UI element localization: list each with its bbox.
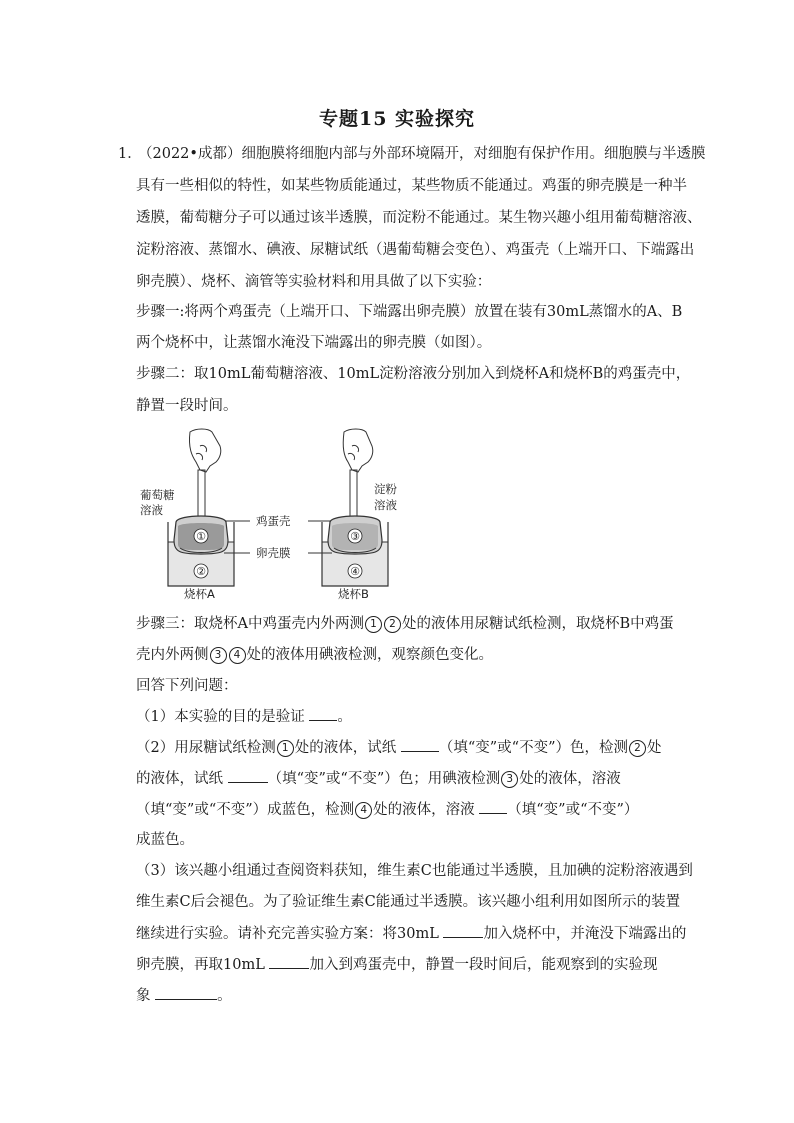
label-starch-1: 淀粉: [374, 482, 397, 496]
mark-3: ③: [350, 530, 360, 543]
label-membrane: 卵壳膜: [256, 546, 291, 560]
hand-dropper-b: [343, 429, 373, 526]
q2-line-3: （填“变”或“不变”）成蓝色，检测 4 处的液体，溶液 （填“变”或“不变”）: [136, 799, 638, 820]
step3-line-2: 壳内外两侧 3 4 处的液体用碘液检测，观察颜色变化。: [136, 647, 493, 663]
q3-line-4: 卵壳膜，再取10mL 加入到鸡蛋壳中，静置一段时间后，能观察到的实验现: [136, 954, 657, 975]
answer-prompt: 回答下列问题：: [136, 678, 238, 694]
q2-line-1: （2）用尿糖试纸检测 1 处的液体，试纸 （填“变”或“不变”）色，检测 2 处: [136, 737, 662, 758]
q3-line-5: 象 。: [136, 985, 232, 1006]
step2-line-1: 步骤二：取10mL葡萄糖溶液、10mL淀粉溶液分别加入到烧杯A和烧杯B的鸡蛋壳中，: [136, 366, 691, 382]
question-number: 1．: [118, 146, 142, 162]
label-beaker-a: 烧杯A: [184, 587, 215, 600]
q2-line-4: 成蓝色。: [136, 832, 194, 848]
mark-4: ④: [350, 565, 360, 578]
mark-2: ②: [196, 565, 206, 578]
q1-line: （1）本实验的目的是验证 。: [136, 706, 352, 727]
intro-line-1: （2022•成都）细胞膜将细胞内部与外部环境隔开，对细胞有保护作用。细胞膜与半透膜: [138, 146, 706, 162]
experiment-figure: [138, 426, 418, 600]
intro-line-3: 透膜，葡萄糖分子可以通过该半透膜，而淀粉不能通过。某生物兴趣小组用葡萄糖溶液、: [136, 210, 702, 226]
step1-line-1: 步骤一:将两个鸡蛋壳（上端开口、下端露出卵壳膜）放置在装有30mL蒸馏水的A、B: [136, 304, 683, 320]
label-glucose-1: 葡萄糖: [140, 488, 175, 502]
q3-line-2: 维生素C后会褪色。为了验证维生素C能通过半透膜。该兴趣小组利用如图所示的装置: [136, 894, 681, 910]
circled-3: 3: [210, 647, 227, 664]
q2-blank-1[interactable]: [401, 737, 439, 752]
label-starch-2: 溶液: [374, 498, 397, 512]
intro-line-5: 卵壳膜）、烧杯、滴管等实验材料和用具做了以下实验：: [136, 274, 492, 290]
page-title: 专题15 实验探究: [318, 108, 476, 130]
q3-blank-3[interactable]: [155, 985, 217, 1000]
q3-line-3: 继续进行实验。请补充完善实验方案：将30mL 加入烧杯中，并淹没下端露出的: [136, 923, 686, 944]
q3-blank-2[interactable]: [269, 954, 309, 969]
circled-1: 1: [365, 616, 382, 633]
circled-4: 4: [229, 647, 246, 664]
q1-blank[interactable]: [309, 706, 337, 721]
q3-blank-1[interactable]: [443, 923, 483, 938]
step1-line-2: 两个烧杯中，让蒸馏水淹没下端露出的卵壳膜（如图）。: [136, 335, 492, 351]
q2-line-2: 的液体，试纸 （填“变”或“不变”）色；用碘液检测 3 处的液体，溶液: [136, 768, 621, 789]
intro-line-2: 具有一些相似的特性，如某些物质能通过，某些物质不能通过。鸡蛋的卵壳膜是一种半: [136, 178, 687, 194]
step3-line-1: 步骤三：取烧杯A中鸡蛋壳内外两测 1 2 处的液体用尿糖试纸检测，取烧杯B中鸡蛋: [136, 616, 674, 632]
hand-dropper-a: [189, 429, 220, 526]
q3-line-1: （3）该兴趣小组通过查阅资料获知，维生素C也能通过半透膜，且加碘的淀粉溶液遇到: [136, 863, 693, 879]
label-glucose-2: 溶液: [140, 503, 163, 517]
circled-2: 2: [384, 616, 401, 633]
q2-blank-2[interactable]: [228, 768, 268, 783]
step2-line-2: 静置一段时间。: [136, 398, 238, 414]
label-eggshell: 鸡蛋壳: [256, 514, 291, 528]
label-beaker-b: 烧杯B: [338, 587, 369, 600]
mark-1: ①: [196, 530, 206, 543]
intro-line-4: 淀粉溶液、蒸馏水、碘液、尿糖试纸（遇葡萄糖会变色）、鸡蛋壳（上端开口、下端露出: [136, 242, 695, 258]
q2-blank-4[interactable]: [479, 799, 507, 814]
